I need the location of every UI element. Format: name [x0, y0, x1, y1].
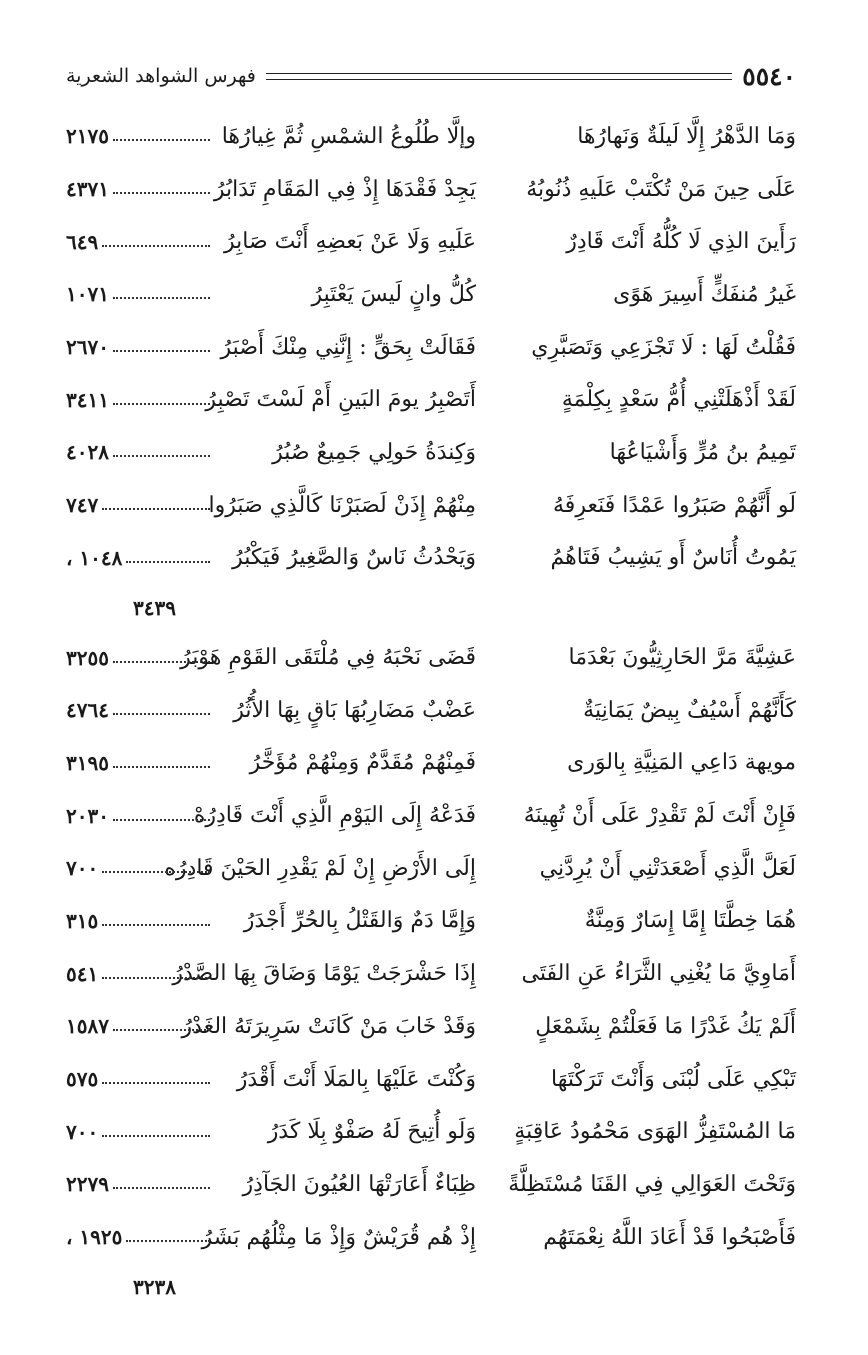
leader-dots	[113, 713, 210, 715]
first-hemistich: رَأَينَ الذِي لَا كُلُّهُ أَنْتَ قَادِرٌ	[566, 229, 796, 255]
reference-number: ١٩٢٥ ،	[66, 1225, 123, 1250]
reference-continuation: ٣٤٣٩	[133, 595, 176, 620]
verse-entry	[66, 1000, 796, 1053]
verse-entry	[66, 268, 796, 321]
first-hemistich: أَمَاوِيَّ مَا يُغْنِي الثَّرَاءُ عَنِ الفَتَى	[521, 961, 796, 987]
second-hemistich: يَجِدْ فَقْدَهَا إِذْ فِي المَقَامِ تَدَابُرُ	[213, 176, 476, 202]
verse-entry	[66, 1105, 796, 1158]
second-hemistich: كُلُّ وانٍ لَيسَ يَعْتَبِرُ	[311, 281, 476, 307]
second-hemistich: وَكُنْتَ عَلَيْهَا بِالمَلَا أَنْتَ أَقْدَرُ	[236, 1066, 476, 1092]
page-number: ٥٥٤٠	[742, 61, 796, 91]
reference-number: ١٠٤٨ ،	[66, 545, 123, 570]
reference-number: ٣١٥	[66, 908, 99, 933]
leader-dots	[126, 561, 210, 563]
leader-dots	[102, 245, 210, 247]
verse-entry	[66, 684, 796, 737]
leader-dots	[102, 1082, 210, 1084]
verse-entry	[66, 426, 796, 479]
reference-continuation-line	[66, 1263, 796, 1310]
first-hemistich: عَشِيَّةَ مَرَّ الحَارِثِيُّونَ بَعْدَمَا	[568, 645, 796, 671]
reference-number: ٤٣٧١	[66, 177, 109, 202]
second-hemistich: مِنْهُمْ إِذَنْ لَصَبَرْنَا كَالَّذِي صَبَرُوا	[208, 492, 476, 518]
reference-number: ٥٤١	[66, 961, 99, 986]
leader-dots	[113, 1187, 210, 1189]
reference-number: ٢٢٧٩	[66, 1172, 109, 1197]
verse-entry	[66, 895, 796, 948]
leader-dots	[126, 1240, 210, 1242]
second-hemistich: قَضَى نَحْبَهُ فِي مُلْتَقَى القَوْمِ هَوْبَرُ	[180, 645, 476, 671]
reference-number: ٢١٧٥	[66, 124, 109, 149]
reference-number: ٣٢٥٥	[66, 645, 109, 670]
verse-entry	[66, 479, 796, 532]
first-hemistich: لَقَدْ أَذْهَلَتْنِي أُمُّ سَعْدٍ بِكِلْمَةٍ	[561, 387, 796, 413]
first-hemistich: لَعَلَّ الَّذِي أَصْعَدَتْنِي أَنْ يُرِدَّنِي	[539, 855, 796, 881]
leader-dots	[102, 508, 210, 510]
leader-dots	[113, 661, 210, 663]
second-hemistich: أَتَصْبِرُ يومَ البَينِ أَمْ لَسْتَ تَصْبِرُ	[205, 387, 476, 413]
verse-entry	[66, 321, 796, 374]
leader-dots	[113, 403, 210, 405]
first-hemistich: عَلَى حِينَ مَنْ تُكْتَبْ عَلَيهِ ذُنُوبُهُ	[526, 176, 796, 202]
first-hemistich: فَقُلْتُ لَهَا : لَا تَجْزَعِي وَتَصَبَّرِي	[531, 334, 796, 360]
verse-entry	[66, 631, 796, 684]
reference-number: ٣١٩٥	[66, 750, 109, 775]
second-hemistich: فَدَعْهُ إِلَى اليَوْمِ الَّذِي أَنْتَ قَادِرُهْ	[193, 803, 476, 829]
leader-dots	[102, 1135, 210, 1137]
leader-dots	[113, 455, 210, 457]
reference-number: ٤٧٦٤	[66, 698, 109, 723]
leader-dots	[113, 1029, 210, 1031]
header-rule	[266, 73, 732, 80]
reference-number: ٦٤٩	[66, 229, 99, 254]
first-hemistich: وَتَحْتَ العَوَالِي فِي القَنَا مُسْتَظِلَّةً	[508, 1171, 796, 1197]
second-hemistich: وَقَدْ خَابَ مَنْ كَانَتْ سَرِيرَتَهُ الغَدْرُ	[181, 1013, 476, 1039]
first-hemistich: تَمِيمُ بنُ مُرٍّ وَأَشْيَاعُهَا	[609, 439, 796, 465]
reference-number: ٧٠٠	[66, 1119, 99, 1144]
first-hemistich: لَو أَنَّهُمْ صَبَرُوا عَمْدًا فَنَعرِفَهُ	[553, 492, 796, 518]
leader-dots	[102, 977, 210, 979]
reference-continuation-line	[66, 584, 796, 631]
reference-number: ٧٤٧	[66, 493, 99, 518]
verse-entry	[66, 737, 796, 790]
first-hemistich: هُمَا خِطَّتَا إِمَّا إِسَارٌ وَمِنَّةٌ	[584, 908, 796, 934]
leader-dots	[113, 192, 210, 194]
page-header	[66, 56, 796, 96]
second-hemistich: إِلَى الأَرْضِ إِنْ لَمْ يَقْدِرِ الحَيْنَ قَادِرُه	[164, 855, 476, 881]
reference-number: ١٠٧١	[66, 282, 109, 307]
verse-entry	[66, 789, 796, 842]
second-hemistich: وَكِندَةُ حَولِي جَمِيعٌ صُبُرُ	[272, 439, 476, 465]
first-hemistich: مَا المُسْتَفِزُّ الهَوَى مَحْمُودُ عَاقِبَةٍ	[514, 1119, 796, 1145]
first-hemistich: مويهة دَاعِي المَنِيَّةِ بِالوَرى	[567, 750, 796, 776]
first-hemistich: يَمُوتُ أُنَاسٌ أَو يَشِيبُ فَتَاهُمُ	[550, 545, 796, 571]
first-hemistich: أَلَمْ يَكُ غَدْرًا مَا فَعَلْتُمْ بِشَمْعَلٍ	[535, 1013, 796, 1039]
verse-entry	[66, 842, 796, 895]
verse-entry	[66, 1211, 796, 1264]
first-hemistich: وَمَا الدَّهْرُ إِلَّا لَيلَةٌ وَنَهارُهَا	[577, 123, 796, 149]
reference-number: ٥٧٥	[66, 1067, 99, 1092]
leader-dots	[102, 924, 210, 926]
verse-entry	[66, 1158, 796, 1211]
reference-number: ١٥٨٧	[66, 1014, 109, 1039]
first-hemistich: غَيرُ مُنفَكٍّ أَسِيرَ هَوًى	[613, 281, 796, 307]
second-hemistich: ظِبَاءٌ أَعَارَتْهَا العُيُونَ الجَآذِرُ	[242, 1171, 476, 1197]
verse-entry	[66, 532, 796, 585]
second-hemistich: عَضْبٌ مَضَارِبُهَا بَاقٍ بِهَا الأُثُرُ	[233, 697, 476, 723]
leader-dots	[113, 297, 210, 299]
leader-dots	[102, 871, 210, 873]
reference-number: ٢٦٧٠	[66, 335, 109, 360]
first-hemistich: فَأَصْبَحُوا قَدْ أَعَادَ اللَّهُ نِعْمَتَهُم	[543, 1224, 796, 1250]
reference-number: ٣٤١١	[66, 387, 109, 412]
verse-entry	[66, 163, 796, 216]
reference-number: ٧٠٠	[66, 856, 99, 881]
second-hemistich: وَيَحْدُثُ نَاسٌ وَالصَّغِيرُ فَيَكْبُرُ	[232, 545, 476, 571]
verse-index-list	[66, 110, 796, 1310]
verse-entry	[66, 215, 796, 268]
second-hemistich: فَمِنْهُمْ مُقَدَّمٌ وَمِنْهُمْ مُؤَخَّرُ	[249, 750, 476, 776]
verse-entry	[66, 1053, 796, 1106]
second-hemistich: وَإِمَّا دَمٌ وَالقَتْلُ بِالحُرِّ أَجْدَرُ	[243, 908, 476, 934]
leader-dots	[113, 350, 210, 352]
reference-number: ٢٠٣٠	[66, 803, 109, 828]
reference-number: ٤٠٢٨	[66, 440, 109, 465]
second-hemistich: إِذْ هُم قُرَيْشٌ وَإِذْ مَا مِثْلُهُم بَشَرُ	[201, 1224, 476, 1250]
verse-entry	[66, 947, 796, 1000]
verse-entry	[66, 110, 796, 163]
leader-dots	[113, 139, 210, 141]
header-title: فهرس الشواهد الشعرية	[66, 65, 256, 87]
first-hemistich: تَبْكِي عَلَى لُبْنَى وَأَنْتَ تَرَكْتَهَا	[551, 1066, 796, 1092]
verse-entry	[66, 373, 796, 426]
first-hemistich: كَأَنَّهُمْ أَسْيُفٌ بِيضٌ يَمَانِيَةٌ	[583, 697, 796, 723]
second-hemistich: وإلَّا طُلُوعُ الشمْسِ ثُمَّ غِيارُهَا	[221, 123, 476, 149]
second-hemistich: وَلَو أُتِيحَ لَهُ صَفْوٌ بِلَا كَدَرُ	[267, 1119, 476, 1145]
second-hemistich: عَلَيهِ وَلَا عَنْ بَعضِهِ أَنْتَ صَابِرُ	[224, 229, 476, 255]
first-hemistich: فَإِنْ أَنْتَ لَمْ تَقْدِرْ عَلَى أَنْ تُهِينَهُ	[523, 803, 796, 829]
leader-dots	[113, 819, 210, 821]
leader-dots	[113, 766, 210, 768]
reference-continuation: ٣٢٣٨	[133, 1274, 176, 1299]
second-hemistich: إِذَا حَشْرَجَتْ يَوْمًا وَضَاقَ بِهَا الصَّدْرُ	[172, 961, 476, 987]
second-hemistich: فَقَالَتْ بِحَقٍّ : إِنَّنِي مِنْكَ أَصْبَرُ	[220, 334, 476, 360]
